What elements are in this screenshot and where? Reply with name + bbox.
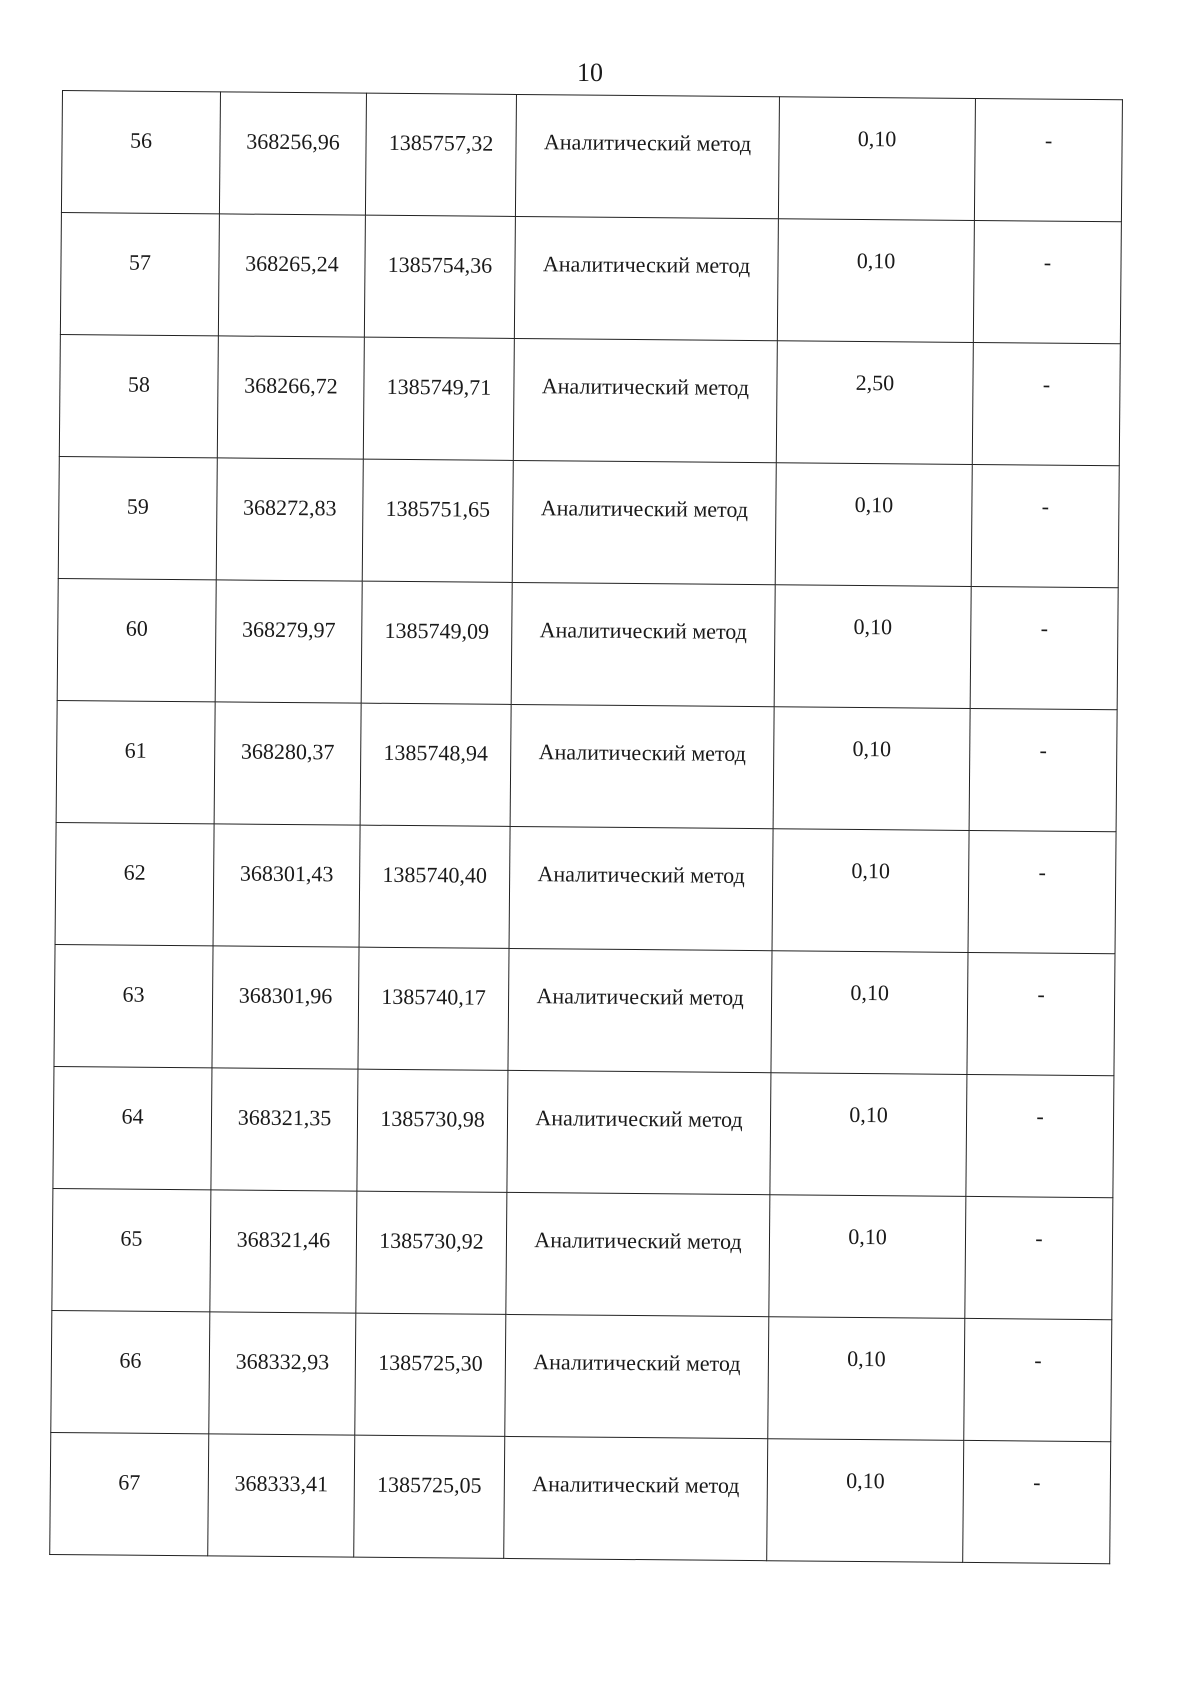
note-value: - [1035, 1225, 1043, 1251]
method-text: Аналитический метод [542, 251, 751, 279]
point-number-cell [55, 822, 214, 945]
note-value: - [1036, 1103, 1044, 1129]
method-cell [509, 826, 773, 950]
y-coordinate-cell [359, 825, 510, 948]
note-value: - [1034, 1347, 1042, 1373]
x-coordinate-cell [217, 336, 364, 459]
x-coordinate-cell [215, 580, 362, 703]
y-coordinate-cell [361, 581, 512, 704]
error-value: 2,50 [855, 369, 895, 396]
note-cell [970, 586, 1118, 709]
table-row [57, 578, 1118, 709]
x-coordinate: 368333,41 [234, 1470, 329, 1497]
error-value: 0,10 [857, 125, 897, 152]
method-text: Аналитический метод [539, 617, 748, 644]
error-value: 0,10 [853, 613, 893, 640]
y-coordinate-cell [358, 947, 509, 1070]
note-cell [973, 220, 1121, 343]
error-cell [777, 219, 974, 343]
y-coordinate-cell [363, 337, 514, 460]
note-cell [971, 464, 1119, 587]
table-row [59, 334, 1120, 465]
point-number-cell [60, 212, 219, 335]
y-coordinate: 1385754,36 [387, 251, 493, 278]
method-cell [511, 582, 775, 706]
error-value: 0,10 [852, 735, 892, 762]
y-coordinate: 1385725,30 [378, 1349, 483, 1376]
error-cell [768, 1317, 965, 1441]
point-number-cell [56, 700, 215, 823]
error-value: 0,10 [854, 491, 894, 518]
y-coordinate-cell [360, 703, 511, 826]
method-cell [508, 948, 772, 1072]
method-cell [512, 460, 776, 584]
page-number: 10 [577, 58, 603, 87]
point-number-cell [59, 334, 218, 457]
method-cell [505, 1314, 769, 1438]
y-coordinate-cell [362, 459, 513, 582]
note-cell [972, 342, 1120, 465]
y-coordinate: 1385730,92 [379, 1227, 484, 1254]
note-cell [969, 708, 1117, 831]
point-number: 56 [129, 127, 153, 153]
x-coordinate-cell [212, 946, 359, 1069]
x-coordinate: 368265,24 [245, 250, 339, 277]
point-number-cell [61, 91, 220, 214]
point-number: 59 [126, 493, 149, 519]
note-value: - [1040, 615, 1049, 641]
x-coordinate: 368301,43 [239, 860, 334, 887]
note-value: - [1041, 493, 1050, 519]
note-cell [965, 1196, 1113, 1319]
y-coordinate-cell [364, 215, 515, 338]
method-cell [514, 216, 778, 340]
note-value: - [1042, 371, 1051, 397]
error-value: 0,10 [850, 979, 890, 1006]
y-coordinate-cell [355, 1313, 506, 1436]
x-coordinate-cell [216, 458, 363, 581]
method-cell [510, 704, 774, 828]
table-row [52, 1188, 1113, 1319]
note-cell [963, 1440, 1111, 1563]
method-text: Аналитический метод [532, 1471, 740, 1498]
point-number-cell [50, 1432, 209, 1555]
error-cell [769, 1195, 966, 1319]
x-coordinate-cell [219, 92, 366, 215]
note-value: - [1044, 127, 1053, 153]
table-row [51, 1310, 1112, 1441]
y-coordinate: 1385748,94 [383, 739, 489, 766]
x-coordinate-cell [208, 1434, 355, 1557]
y-coordinate: 1385751,65 [385, 495, 491, 522]
error-cell [778, 97, 975, 221]
table-row [56, 700, 1117, 831]
x-coordinate-cell [211, 1068, 358, 1191]
x-coordinate-cell [218, 214, 365, 337]
point-number: 67 [118, 1469, 141, 1495]
note-value: - [1039, 737, 1048, 763]
y-coordinate: 1385740,17 [381, 983, 486, 1010]
point-number: 60 [125, 615, 148, 641]
point-number: 61 [124, 737, 147, 763]
x-coordinate: 368256,96 [246, 128, 340, 155]
y-coordinate: 1385730,98 [380, 1105, 485, 1132]
note-cell [968, 830, 1116, 953]
coordinates-table [49, 90, 1123, 1564]
table-row [58, 456, 1119, 587]
table-row [60, 212, 1121, 343]
point-number-cell [57, 578, 216, 701]
error-value: 0,10 [849, 1101, 888, 1128]
x-coordinate: 368332,93 [235, 1348, 330, 1375]
note-cell [967, 952, 1115, 1075]
point-number-cell [58, 456, 217, 579]
point-number-cell [52, 1188, 211, 1311]
table-row [61, 91, 1122, 222]
error-value: 0,10 [846, 1467, 885, 1494]
x-coordinate: 368321,46 [236, 1226, 331, 1253]
note-value: - [1037, 981, 1045, 1007]
method-text: Аналитический метод [540, 495, 749, 523]
x-coordinate: 368272,83 [243, 494, 337, 521]
y-coordinate-cell [356, 1191, 507, 1314]
note-cell [966, 1074, 1114, 1197]
point-number: 65 [120, 1225, 143, 1251]
table-row [55, 822, 1116, 953]
error-cell [770, 1073, 967, 1197]
table-row [54, 944, 1115, 1075]
x-coordinate-cell [213, 824, 360, 947]
x-coordinate: 368279,97 [241, 616, 336, 643]
method-text: Аналитический метод [537, 861, 745, 888]
method-text: Аналитический метод [541, 373, 750, 401]
x-coordinate-cell [214, 702, 361, 825]
method-cell [504, 1436, 768, 1560]
x-coordinate: 368266,72 [244, 372, 338, 399]
point-number: 66 [119, 1347, 142, 1373]
y-coordinate: 1385740,40 [382, 861, 488, 888]
point-number: 58 [127, 371, 151, 397]
point-number-cell [51, 1310, 210, 1433]
x-coordinate: 368321,35 [237, 1104, 332, 1131]
error-cell [774, 585, 971, 709]
point-number: 57 [128, 249, 152, 275]
note-cell [974, 98, 1122, 221]
point-number: 64 [121, 1103, 144, 1129]
point-number-cell [53, 1066, 212, 1189]
error-cell [773, 707, 970, 831]
method-text: Аналитический метод [535, 1105, 743, 1132]
note-cell [964, 1318, 1112, 1441]
point-number-cell [54, 944, 213, 1067]
y-coordinate: 1385749,09 [384, 617, 490, 644]
error-cell [771, 951, 968, 1075]
method-cell [515, 94, 779, 218]
method-text: Аналитический метод [538, 739, 746, 766]
error-cell [772, 829, 969, 953]
y-coordinate: 1385749,71 [386, 373, 492, 400]
note-value: - [1033, 1469, 1041, 1495]
y-coordinate: 1385725,05 [376, 1471, 482, 1498]
error-cell [767, 1439, 964, 1563]
error-cell [775, 463, 972, 587]
method-text: Аналитический метод [533, 1349, 741, 1376]
method-text: Аналитический метод [536, 983, 744, 1010]
coordinates-table-body [50, 91, 1123, 1564]
point-number: 63 [122, 981, 145, 1007]
note-value: - [1043, 249, 1052, 275]
error-value: 0,10 [851, 857, 891, 884]
table-row [50, 1432, 1111, 1563]
method-text: Аналитический метод [534, 1227, 742, 1254]
method-cell [506, 1192, 770, 1316]
error-value: 0,10 [856, 247, 896, 274]
error-cell [776, 341, 973, 465]
method-cell [513, 338, 777, 462]
y-coordinate: 1385757,32 [388, 129, 494, 156]
x-coordinate-cell [209, 1312, 356, 1435]
method-cell [507, 1070, 771, 1194]
method-text: Аналитический метод [543, 129, 752, 157]
y-coordinate-cell [365, 93, 516, 216]
y-coordinate-cell [357, 1069, 508, 1192]
error-value: 0,10 [848, 1223, 887, 1250]
y-coordinate-cell [354, 1435, 505, 1558]
x-coordinate: 368301,96 [238, 982, 333, 1009]
x-coordinate: 368280,37 [240, 738, 335, 765]
note-value: - [1038, 859, 1046, 885]
error-value: 0,10 [847, 1345, 886, 1372]
point-number: 62 [123, 859, 146, 885]
table-row [53, 1066, 1114, 1197]
x-coordinate-cell [210, 1190, 357, 1313]
